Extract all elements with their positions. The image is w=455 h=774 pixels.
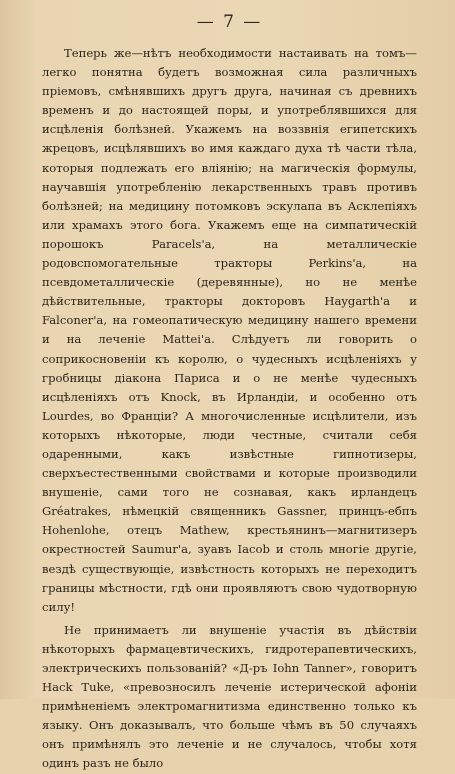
paragraph-2: Не принимаетъ ли внушеніе участія въ дѣйствіи нѣкоторыхъ фармацевтическихъ, гидротерапевтическихъ, электрическихъ пользованій? «Д-ръ Iohn Tanner», говоритъ Hack Tuke, «превозносилъ леченіе истерической афоніи примѣненіемъ электромагнитизма единственно только къ языку. Онъ доказывалъ, что больше чѣмъ въ 50 случаяхъ онъ примѣнялъ это леченіе и не случалось, чтобы хотя одинъ разъ не было — [42, 622, 417, 771]
page-number: — 7 — — [196, 12, 263, 32]
paragraph-1: Теперь же—нѣтъ необходимости настаивать на томъ—легко понятна будетъ возможная сила различныхъ пріемовъ, смѣнявшихъ другъ друга, начиная съ древнихъ временъ и до настоящей поры, и употреблявшихся для исцѣленія болѣзней. Укажемъ на воззвнія египетскихъ жрецовъ, исцѣлявшихъ во имя каждаго духа тѣ части тѣла, которыя подлежать его вліянію; на магическія формулы, научавшія употребленію лекарственныхъ травъ противъ болѣзней; на медицину потомковъ эскулапа въ Асклепіяхъ или храмахъ этого бога. Укажемъ еще на симпатическій порошокъ Paracels'а, на металлическіе родовспомогательные тракторы Perkins'а, на псевдометаллическіе (деревянные), но не менѣе дѣйствительные, тракторы докторовъ Haygarth'а и Falconer'а, на гомеопатическую медицину нашего времени и на леченіе Mattei'а. Слѣдуетъ ли говорить о соприкосновеніи къ королю, о чудесныхъ исцѣленіяхъ у гробницы діакона Париса и о не менѣе чудесныхъ исцѣленіяхъ отъ Knock, въ Ирландіи, и особенно отъ Lourdes, во Франціи? А многочисленные исцѣлители, изъ которыхъ нѣкоторые, люди честные, считали себя одаренными, какъ извѣстные гипнотизеры, сверхъестественными свойствами и которые производили внушеніе, сами того не сознавая, какъ ирландецъ Gréatrakes, нѣмецкій священникъ Gassner, принцъ-ебпъ Hohenlohe, отецъ Mathew, крестьянинъ—магнитизеръ окрестностей Saumur'а, зуавъ Iacob и столь многіе другіе, вездѣ существующіе, извѣстность которыхъ не переходитъ границы мѣстности, гдѣ они проявляютъ свою чудотворную силу! — [42, 46, 417, 614]
